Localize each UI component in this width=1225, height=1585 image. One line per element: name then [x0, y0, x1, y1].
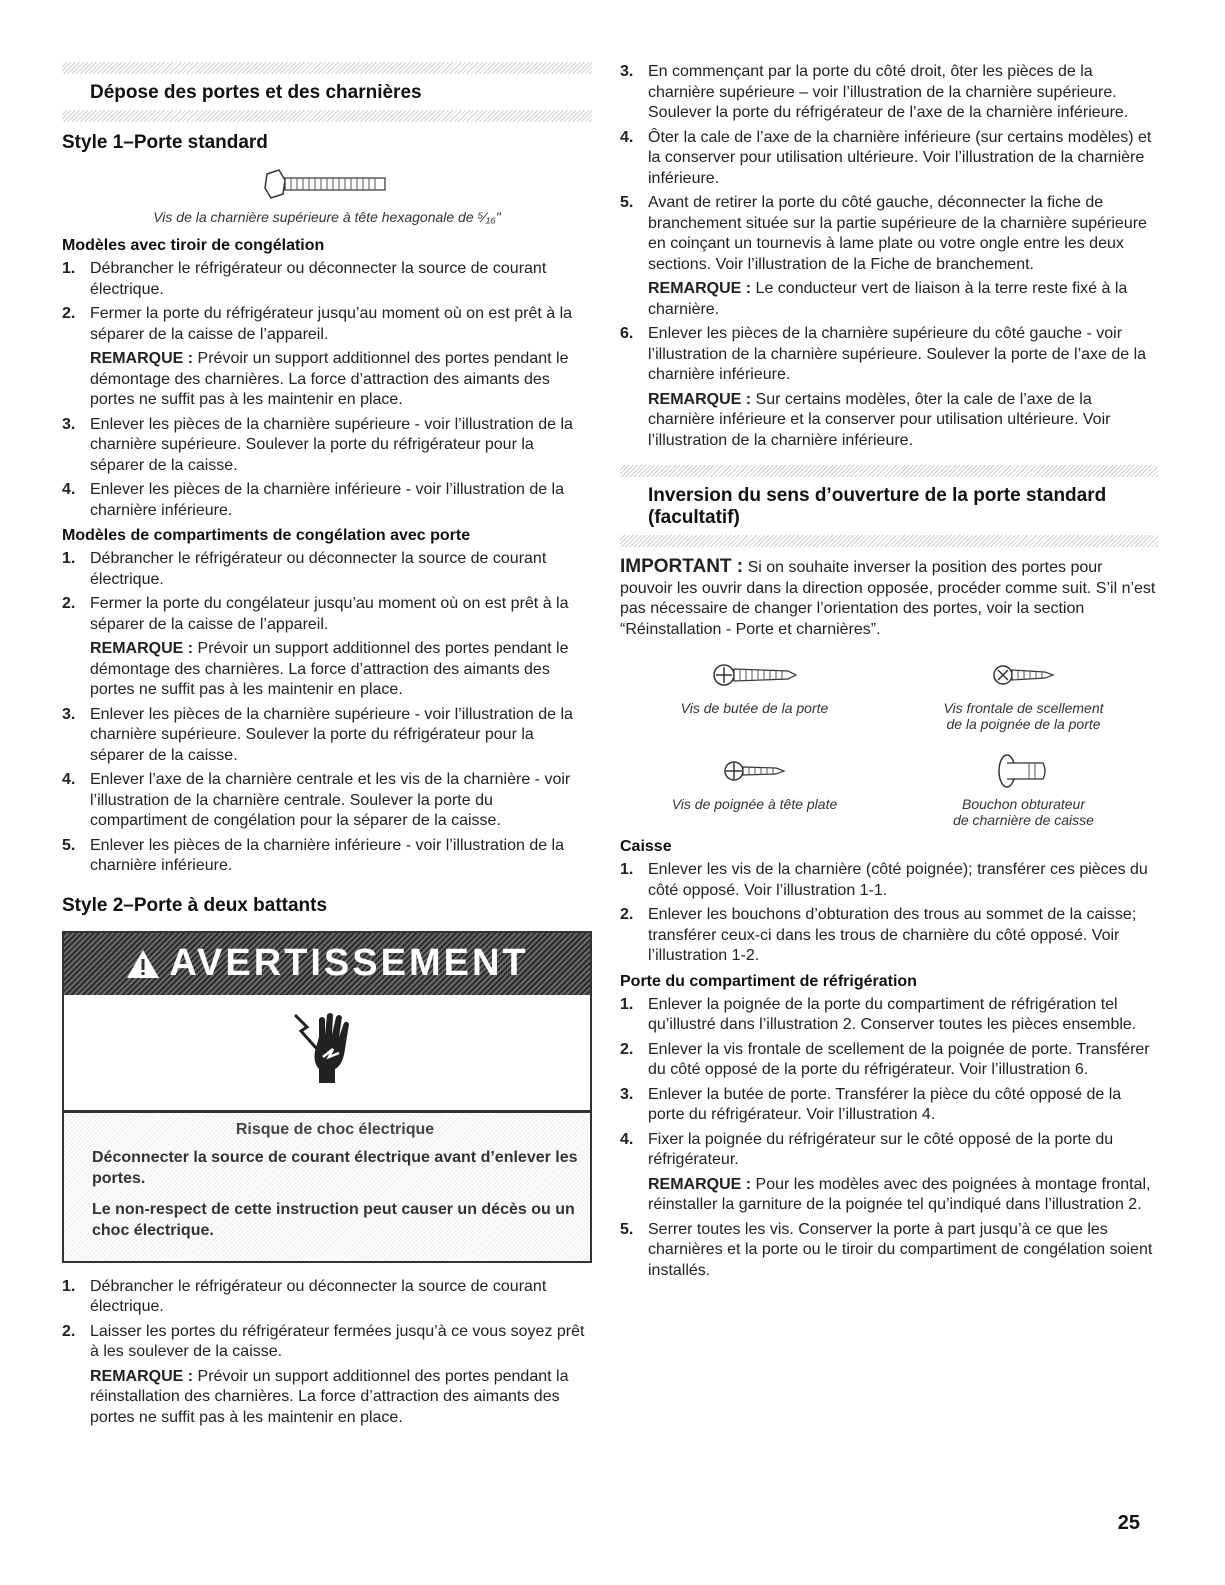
divider — [62, 110, 592, 122]
subsection-title: Porte du compartiment de réfrigération — [620, 972, 917, 990]
list-item: 4. Enlever les pièces de la charnière inférieure - voir l’illustration de la charnière inférieure. — [62, 481, 565, 519]
handle-seal-screw-icon — [989, 657, 1059, 693]
right-column — [620, 62, 1158, 1285]
note: REMARQUE : Le conducteur vert de liaison à la terre reste fixé à la charnière. — [648, 280, 1128, 318]
list-item: 5. Serrer toutes les vis. Conserver la porte à part jusqu’à ce que les charnières et la porte ou le tiroir du compartiment de congélation soient installés. — [620, 1220, 1153, 1279]
warning-header — [64, 933, 590, 995]
hinge-hole-plug-icon — [989, 749, 1059, 793]
steps-list — [620, 995, 1158, 1282]
list-item: 3. En commençant par la porte du côté droit, ôter les pièces de la charnière supérieure – voir l’illustration de la charnière supérieure. Soulever la porte du réfrigérateur de l’axe de la charnière inférieure. — [620, 63, 1129, 121]
section-header — [620, 477, 1158, 535]
steps-list — [620, 62, 1158, 451]
warning-box — [62, 931, 592, 1263]
list-item: 3. Enlever les pièces de la charnière supérieure - voir l’illustration de la charnière supérieure. Soulever la porte du réfrigérateur pour la séparer de la caisse. — [62, 415, 573, 474]
hex-screw-illustration — [62, 166, 592, 207]
subsection-title: Caisse — [620, 838, 672, 855]
list-item: 3. Enlever les pièces de la charnière supérieure - voir l’illustration de la charnière supérieure. Soulever la porte du réfrigérateur pour la séparer de la caisse. — [62, 705, 573, 764]
note: REMARQUE : Prévoir un support additionnel des portes pendant la réinstallation des charnières. La force d’attraction des aimants des portes ne suffit pas à les maintenir en place. — [90, 1367, 569, 1426]
list-item: 5. Enlever les pièces de la charnière inférieure - voir l’illustration de la charnière inférieure. — [62, 836, 565, 874]
list-item: 1. Débrancher le réfrigérateur ou déconnecter la source de courant électrique. — [62, 1277, 547, 1315]
hinge-screw-caption: Vis de la charnière supérieure à tête hexagonale de ⁵⁄₁₆" — [153, 209, 501, 225]
list-item: 2. Laisser les portes du réfrigérateur fermées jusqu’à ce vous soyez prêt à les soulever de la caisse. REMARQUE : Prévoir un support additionnel des portes pendant la réinstallation des charnières. La force d’attraction des aimants des portes ne suffit pas à les maintenir en place. — [62, 1322, 592, 1429]
screw-illustrations — [620, 650, 1158, 828]
warning-title: AVERTISSEMENT — [169, 942, 529, 984]
section-header — [62, 74, 592, 110]
list-item: 1. Débrancher le réfrigérateur ou déconnecter la source de courant électrique. — [62, 550, 547, 588]
screw-item: Vis frontale de scellement de la poignée de la porte — [889, 650, 1158, 732]
warning-triangle-icon — [125, 948, 161, 980]
page-number: 25 — [1117, 1512, 1140, 1534]
divider — [620, 535, 1158, 547]
hex-screw-icon — [257, 166, 397, 202]
steps-list — [62, 1277, 592, 1429]
important-note: IMPORTANT : Si on souhaite inverser la position des portes pour pouvoir les ouvrir dans la direction opposée, procéder comme suit. S’il n’est pas nécessaire de changer l’orientation des portes, voir la section “Réinstallation - Porte et charnières”. — [620, 556, 1156, 638]
screw-item: Bouchon obturateur de charnière de caisse — [889, 746, 1158, 828]
divider — [62, 62, 592, 74]
list-item: 2. Enlever la vis frontale de scellement de la poignée de porte. Transférer du côté opposé de la porte du réfrigérateur. Voir l’illustration 6. — [620, 1040, 1150, 1078]
note: REMARQUE : Prévoir un support additionnel des portes pendant le démontage des charnières. La force d’attraction des aimants des portes ne suffit pas à les maintenir en place. — [90, 640, 569, 698]
divider — [620, 465, 1158, 477]
shock-hazard-illustration — [64, 995, 590, 1113]
screw-item: Vis de butée de la porte — [620, 650, 889, 732]
section-title: Dépose des portes et des charnières — [90, 82, 422, 103]
steps-list — [62, 549, 592, 877]
door-stop-screw-icon — [710, 657, 800, 693]
style1-title: Style 1–Porte standard — [62, 132, 268, 153]
note: REMARQUE : Sur certains modèles, ôter la cale de l’axe de la charnière inférieure et la conserver pour utilisation ultérieure. Voir l’illustration de la charnière inférieure. — [648, 390, 1111, 449]
style2-title: Style 2–Porte à deux battants — [62, 894, 328, 916]
warning-risk: Risque de choc électrique — [235, 1120, 435, 1138]
list-item: 2. Enlever les bouchons d’obturation des trous au sommet de la caisse; transférer ceux-ci dans les trous de charnière du côté opposé. Voir l’illustration 1-2. — [620, 906, 1137, 964]
subsection-title: Modèles avec tiroir de congélation — [62, 237, 325, 254]
steps-list — [62, 259, 592, 521]
steps-list — [620, 860, 1158, 967]
list-item: 1. Débrancher le réfrigérateur ou déconnecter la source de courant électrique. — [62, 260, 547, 298]
list-item: 4. Ôter la cale de l’axe de la charnière inférieure (sur certains modèles) et la conserver pour utilisation ultérieure. Voir l’illustration de la charnière inférieure. — [620, 128, 1152, 187]
flat-head-handle-screw-icon — [720, 753, 790, 789]
list-item: 2. Fermer la porte du réfrigérateur jusqu’au moment où on est prêt à la séparer de la caisse de l’appareil. REMARQUE : Prévoir un support additionnel des portes pendant le démontage des charnières. La force d’attraction des aimants des portes ne suffit pas à les maintenir en place. — [62, 304, 592, 411]
list-item: 6. Enlever les pièces de la charnière supérieure du côté gauche - voir l’illustration de la charnière supérieure. Soulever la porte de l’axe de la charnière inférieure. REMARQUE : Sur certains modèles, ôter la cale de l’axe de la charnière inférieure et la conserver pour utilisation ultérieure. Voir l’illustration de la charnière inférieure. — [620, 324, 1158, 451]
list-item: 3. Enlever la butée de porte. Transférer la pièce du côté opposé de la porte du réfrigérateur. Voir l’illustration 4. — [620, 1085, 1122, 1123]
list-item: 1. Enlever la poignée de la porte du compartiment de réfrigération tel qu’illustré dans l’illustration 2. Conserver toutes les pièces ensemble. — [620, 995, 1137, 1033]
warning-body — [64, 1113, 590, 1261]
warning-instruction: Déconnecter la source de courant électrique avant d’enlever les portes. — [92, 1148, 578, 1187]
list-item: 4. Fixer la poignée du réfrigérateur sur le côté opposé de la porte du réfrigérateur. REMARQUE : Pour les modèles avec des poignées à montage frontal, réinstaller la garniture de la poignée tel qu’indiqué dans l’illustration 2. — [620, 1130, 1158, 1216]
list-item: 4. Enlever l’axe de la charnière centrale et les vis de la charnière - voir l’illustration de la charnière centrale. Soulever la porte du compartiment de congélation pour la séparer de la caisse. — [62, 771, 571, 829]
subsection-title: Modèles de compartiments de congélation avec porte — [62, 527, 471, 544]
list-item: 1. Enlever les vis de la charnière (côté poignée); transférer ces pièces du côté opposé. Voir l’illustration 1-1. — [620, 861, 1148, 899]
note: REMARQUE : Prévoir un support additionnel des portes pendant le démontage des charnières. La force d’attraction des aimants des portes ne suffit pas à les maintenir en place. — [90, 350, 569, 408]
list-item: 2. Fermer la porte du congélateur jusqu’au moment où on est prêt à la séparer de la caisse de l’appareil. REMARQUE : Prévoir un support additionnel des portes pendant le démontage des charnières. La force d’attraction des aimants des portes ne suffit pas à les maintenir en place. — [62, 594, 592, 701]
list-item: 5. Avant de retirer la porte du côté gauche, déconnecter la fiche de branchement située sur la partie supérieure de la charnière supérieure en coinçant un tournevis à lame plate ou votre ongle entre les deux sections. Voir l’illustration de la Fiche de branchement. REMARQUE : Le conducteur vert de liaison à la terre reste fixé à la charnière. — [620, 193, 1158, 320]
section-title: Inversion du sens d’ouverture de la porte standard (facultatif) — [648, 485, 1107, 528]
screw-item: Vis de poignée à tête plate — [620, 746, 889, 828]
note: REMARQUE : Pour les modèles avec des poignées à montage frontal, réinstaller la garniture de la poignée tel qu’indiqué dans l’illustration 2. — [648, 1175, 1151, 1213]
electric-shock-hand-icon — [287, 1007, 367, 1097]
warning-consequence: Le non-respect de cette instruction peut causer un décès ou un choc électrique. — [92, 1200, 575, 1239]
left-column — [62, 62, 592, 1432]
